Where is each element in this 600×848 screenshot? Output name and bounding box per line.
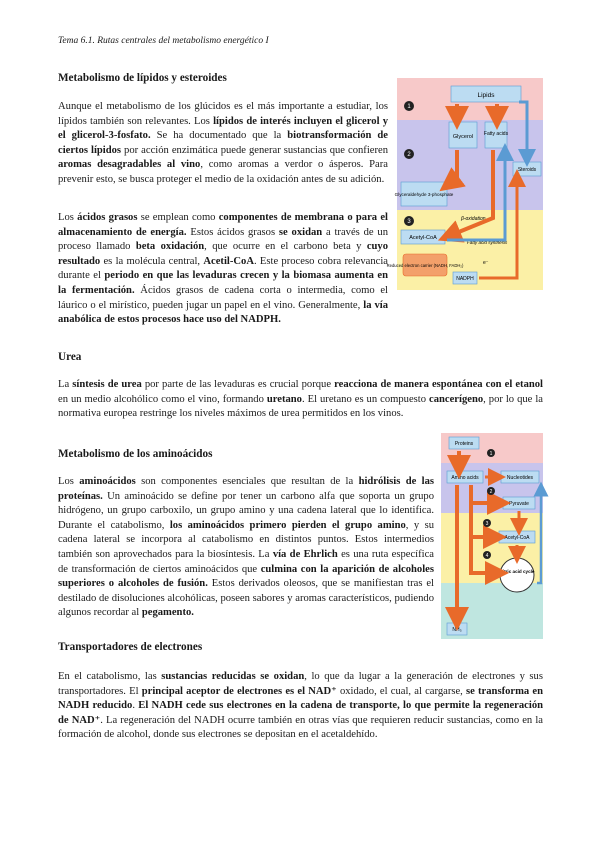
bold-text: uretano: [266, 393, 302, 405]
label-nh3: NH₃: [452, 627, 462, 633]
label-electron: e⁻: [483, 260, 489, 266]
text-run: se emplean como: [137, 212, 219, 223]
text-run: Estos ácidos grasos: [186, 226, 279, 238]
bold-text: lípidos de interés incluyen el glicerol y el glicerol-3-fosfato.: [58, 115, 388, 142]
paragraph-aminoacidos: [58, 475, 434, 621]
bold-text: periodo en que las levaduras crecen y la biomasa aumenta en la fermentación.: [58, 270, 388, 296]
text-run: en un medio alcohólico como el vino, formando: [58, 393, 267, 405]
label-acetyl-coa: Acetyl-CoA: [409, 235, 437, 241]
bold-text: reacciona de manera espontánea con el etanol: [334, 379, 543, 390]
text-run: La: [58, 379, 73, 390]
lipid-metabolism-figure: [386, 78, 543, 290]
bold-text: ácidos grasos: [77, 212, 138, 223]
label-g3p: Glyceraldehyde 3-phosphate: [394, 192, 454, 197]
paragraph-transportadores: [58, 670, 543, 743]
label-fatty-acids: Fatty acids: [483, 131, 509, 137]
text-run: , lo que da lugar a la generación de electrones y sus transportadores. El: [58, 671, 543, 697]
text-run: oxidado, el cual, al cargarse,: [336, 685, 467, 697]
text-run: , que ocurre en el carbono beta y: [204, 241, 367, 253]
section-title-lipidos: Metabolismo de lípidos y esteroides: [58, 72, 227, 84]
citric-acid-cycle-icon: [500, 558, 534, 592]
text-run: es la molécula central,: [100, 255, 204, 267]
label-beta-oxidation: β-oxidation: [461, 216, 486, 222]
bold-text: El NADH cede sus electrones en la cadena de transporte, lo que permite la regeneración de NAD⁺: [58, 700, 544, 726]
bold-text: Acetil-CoA: [203, 255, 254, 267]
label-nucleotides: Nucleotides: [506, 475, 534, 481]
step-1-label: 1: [407, 104, 411, 110]
page-header: Tema 6.1. Rutas centrales del metabolismo energético I: [58, 36, 269, 46]
step-4-label-2: 4: [485, 553, 489, 559]
bold-text: biotransformación de ciertos lípidos: [58, 130, 388, 156]
bold-text: los aminoácidos primero pierden el grupo amino: [169, 519, 406, 531]
step-3-label: 3: [407, 219, 411, 225]
text-run: por acción enzimática puede generar sustancias que confieren: [121, 144, 389, 156]
bold-text: beta oxidación: [135, 241, 205, 253]
text-run: Estos derivados oleosos, que se manifiestan tras el destilado de disoluciones alcohólicas, poseen sabores y aromas característicos, pudiendo algunos recordar al: [58, 578, 434, 619]
step-1-label-2: 1: [489, 451, 493, 457]
bold-text: síntesis de urea: [72, 379, 142, 390]
section-title-urea: Urea: [58, 351, 82, 363]
paragraph-lipidos-1: [58, 100, 388, 188]
label-acetyl-coa-2: Acetyl-CoA: [504, 535, 530, 541]
text-run: Ácidos grasos de cadena corta o intermedia, como el láurico o el mirístico, pueden jugar un papel en el vino. Generalmente,: [58, 284, 389, 311]
text-run: . La regeneración del NADH ocurre también en otras vías que requieren reducir sustancias, como en la formación de alcohol, donde sus electrones se depositan en el acetaldehído.: [58, 714, 543, 741]
amino-acid-metabolism-figure: [441, 433, 543, 639]
label-nadph: NADPH: [456, 276, 474, 282]
step-3-label-2: 3: [485, 521, 489, 527]
text-run: . El uretano es un compuesto: [301, 393, 429, 405]
text-run: . Este proceso cobra relevancia durante el: [58, 255, 388, 282]
text-run: por parte de las levaduras es crucial porque: [141, 379, 335, 390]
bold-text: se transforma en NADH reducido: [58, 685, 544, 712]
bold-text: pegamento.: [141, 607, 194, 619]
paragraph-urea: [58, 378, 543, 422]
label-proteins: Proteins: [454, 441, 474, 447]
label-reduced-carrier: Reduced electron carrier (NADH, FADH₂): [386, 263, 464, 268]
text-run: , como aromas a verdor o ásperos. Para prevenir esto, se busca proteger el medio de la oxidación antes de su adición.: [58, 159, 388, 185]
bold-text: vía de Ehrlich: [272, 548, 338, 560]
label-steroids: Steroids: [517, 167, 537, 173]
text-run: En el catabolismo, las: [58, 671, 162, 682]
text-run: es una ruta específica de transformación de ciertos aminoácidos que: [58, 548, 434, 575]
label-amino-acids: Amino acids: [451, 475, 479, 481]
bold-text: cuyo resultado: [58, 241, 388, 267]
bold-text: se oxidan: [278, 226, 323, 238]
step-2-label-2: 2: [489, 489, 493, 495]
text-run: Un aminoácido se define por tener un carbono alfa que soporta un grupo hidrógeno, un grupo carboxilo, un grupo amino y una cadena lateral que lo identifica. Durante el catabolismo,: [58, 490, 434, 531]
bold-text: componentes de membrana o para el almacenamiento de energía.: [58, 212, 388, 238]
bold-text: sustancias reducidas se oxidan: [161, 671, 305, 682]
label-pyruvate: Pyruvate: [509, 501, 529, 507]
bold-text: aromas desagradables al vino: [58, 159, 201, 171]
text-run: Aunque el metabolismo de los glúcidos es el más importante a estudiar, los lípidos también son relevantes. Los: [58, 101, 388, 127]
step-2-label: 2: [407, 152, 411, 158]
text-run: Los: [58, 476, 80, 487]
bold-text: hidrólisis de las proteínas.: [58, 476, 435, 502]
text-run: .: [132, 700, 139, 712]
section-title-transportadores: Transportadores de electrones: [58, 641, 203, 653]
bold-text: principal aceptor de electrones es el NAD⁺: [141, 685, 337, 697]
text-run: , y su cadena lateral se incorpora al catabolismo en distintos puntos. Estos intermedios también son aprovechados para la biosíntesis. La: [58, 519, 434, 560]
text-run: Los: [58, 212, 78, 223]
label-glycerol: Glycerol: [452, 134, 474, 140]
label-lipids: Lipids: [477, 92, 495, 99]
bold-text: culmina con la aparición de alcoholes superiores o alcoholes de fusión.: [58, 563, 434, 590]
bold-text: aminoácidos: [79, 476, 136, 487]
label-citric-acid-cycle: Citric acid cycle: [499, 569, 535, 574]
paragraph-lipidos-2: [58, 211, 388, 328]
bold-text: la vía anabólica de estos procesos hace uso del NADPH.: [58, 299, 388, 326]
bold-text: cancerígeno: [429, 393, 484, 405]
text-run: son componentes esenciales que resultan de la: [135, 476, 359, 487]
section-title-aminoacidos: Metabolismo de los aminoácidos: [58, 448, 213, 460]
text-run: , por lo que la normativa europea restringe los niveles máximos de urea permitidos en los vinos.: [58, 393, 543, 420]
text-run: Se ha documentado que la: [150, 130, 288, 142]
text-run: a través de un proceso llamado: [58, 226, 388, 253]
label-fa-synthesis: Fatty acid synthesis: [467, 240, 508, 245]
